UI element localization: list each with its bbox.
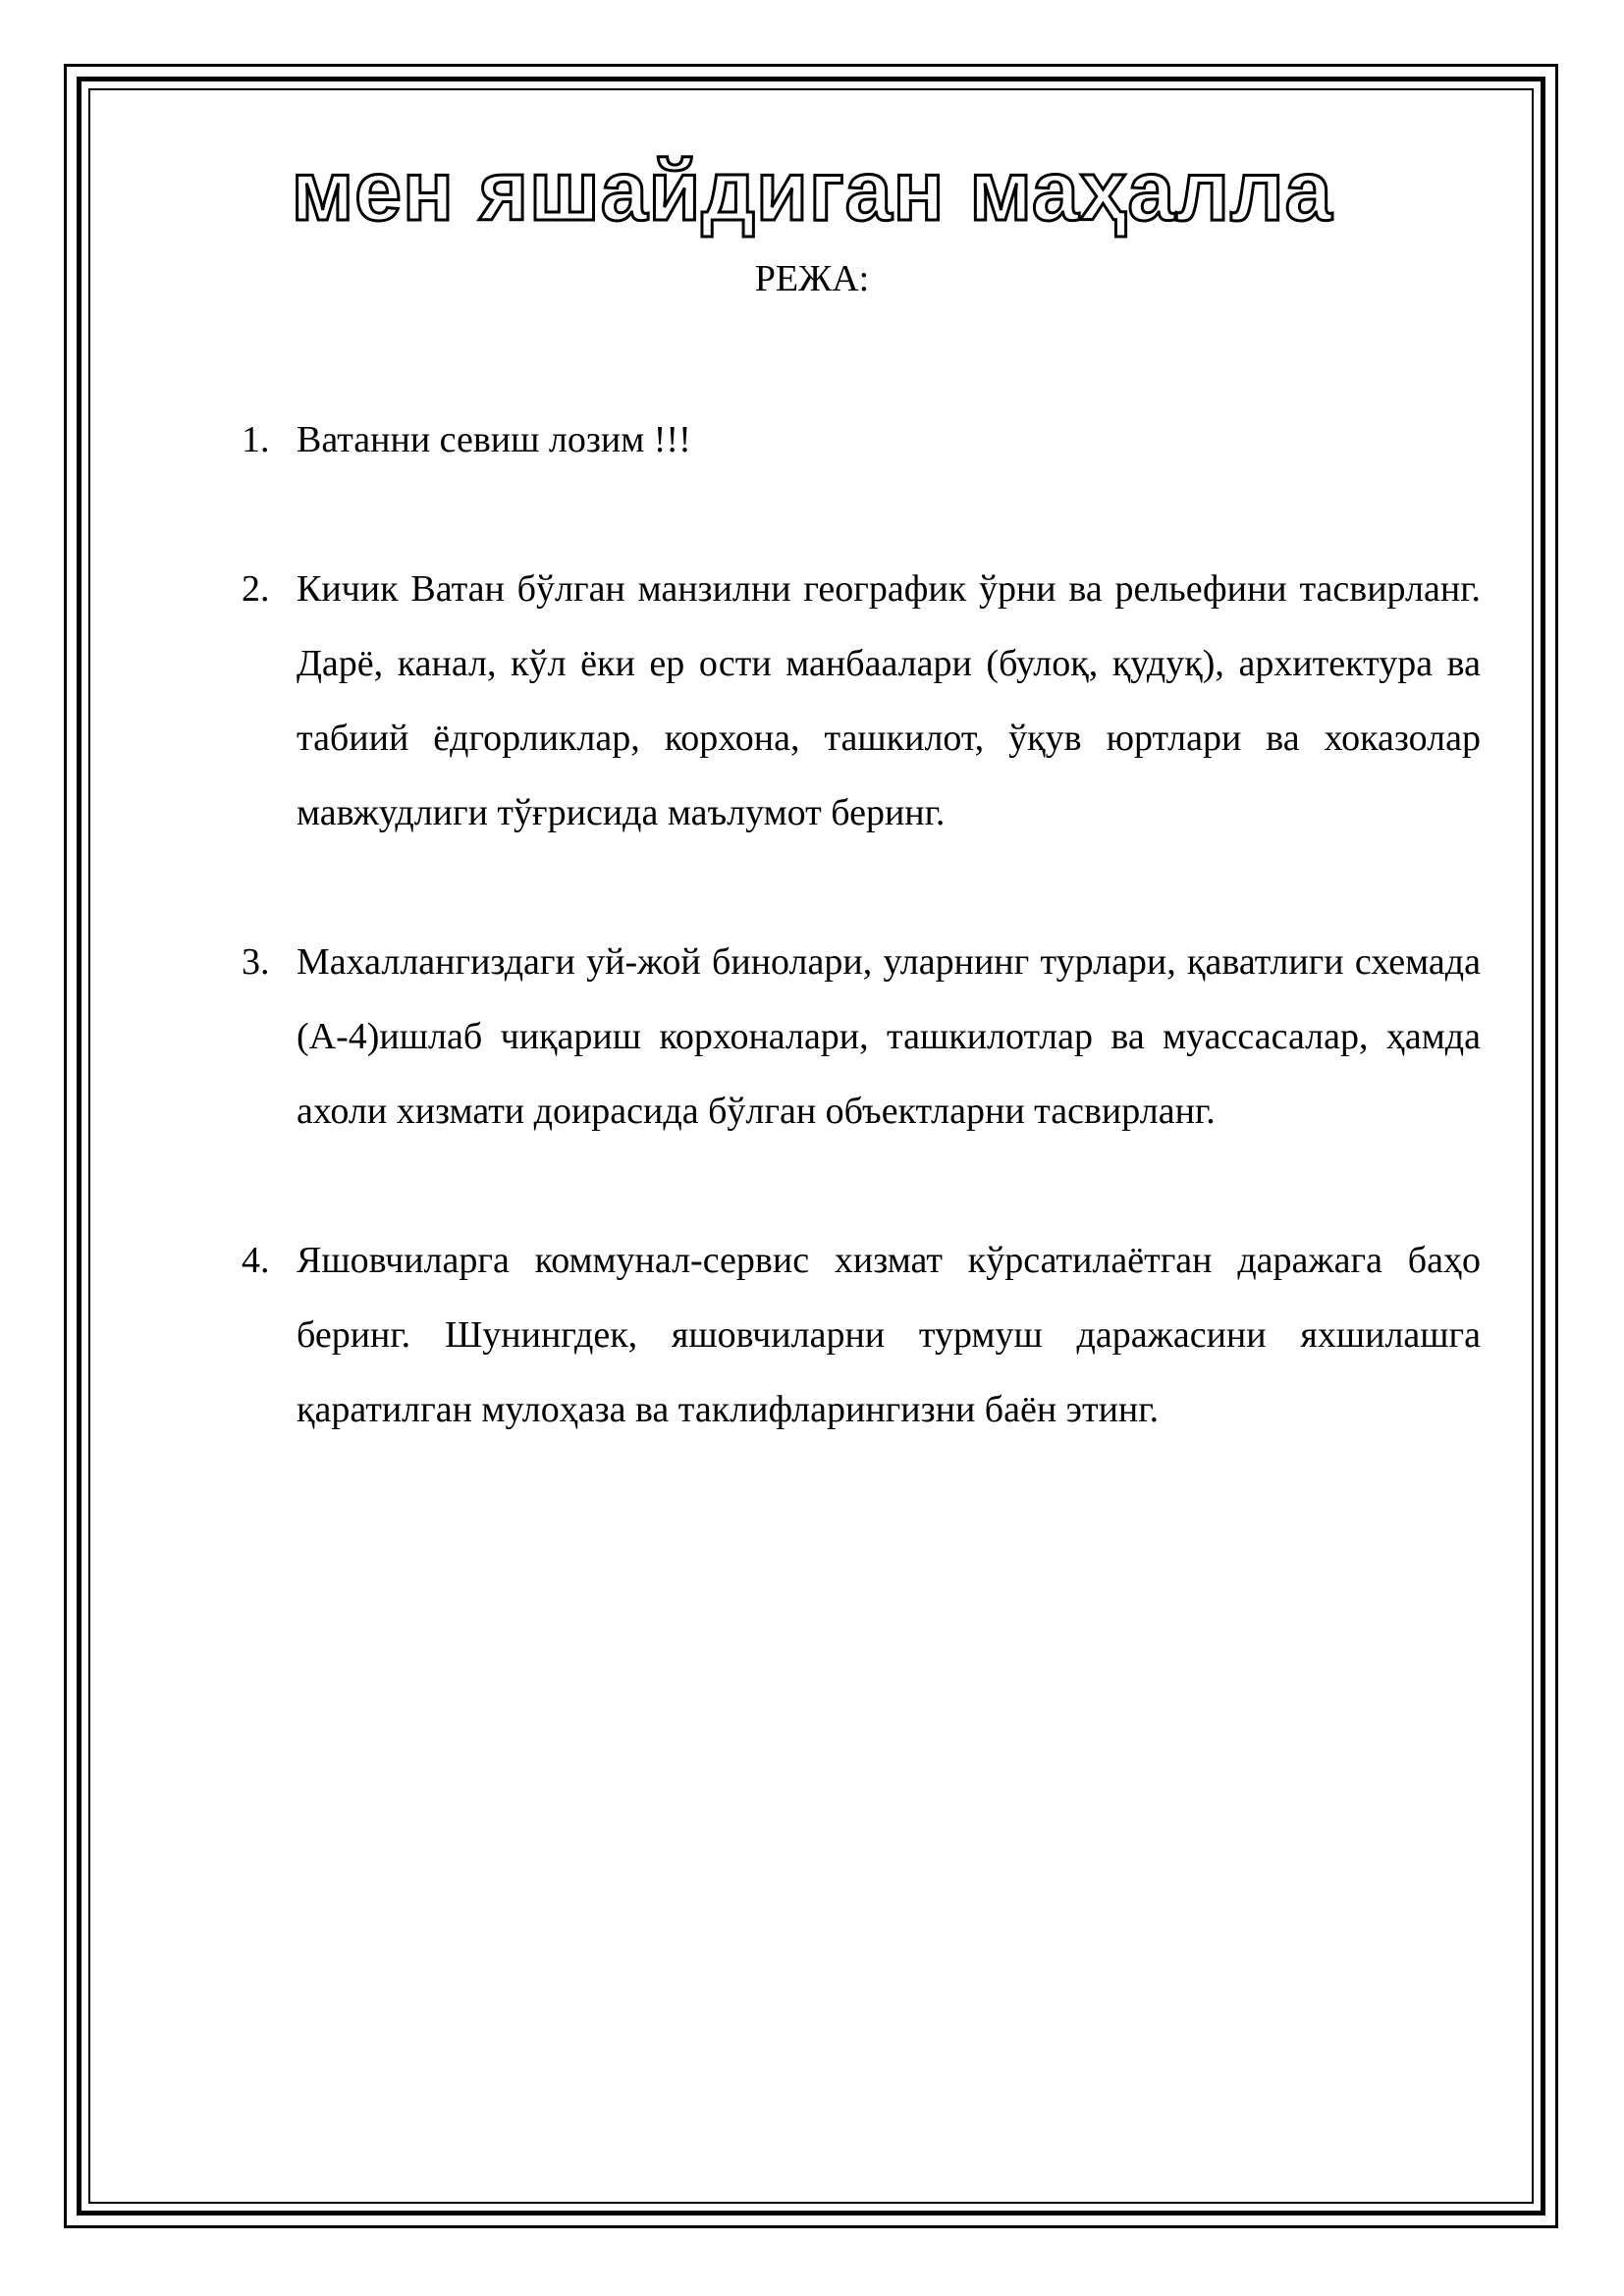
- plan-item-number: 1.: [242, 419, 270, 460]
- document-title: мен яшайдиган маҳалла: [291, 144, 1333, 239]
- plan-item-text: Ватанни севиш лозим !!!: [297, 419, 691, 460]
- plan-item: [242, 1223, 1481, 1447]
- plan-item-text: Кичик Ватан бўлган манзилни географик ўрни ва рельефини тасвирланг. Дарё, канал, кўл ёки ер ости манбаалари (булоқ, қудуқ), архитектура ва табиий ёдгорликлар, корхона, ташкилот, ўқув юртлари ва хоказолар мавжудлиги тўғрисида маълумот беринг.: [297, 568, 1481, 833]
- plan-list: [242, 402, 1481, 1447]
- plan-heading: РЕЖА:: [754, 258, 870, 299]
- plan-item-number: 2.: [242, 568, 270, 610]
- plan-item-text: Махаллангиздаги уй-жой бинолари, уларнинг турлари, қаватлиги схемада (А-4)ишлаб чиқариш корхоналари, ташкилотлар ва муассасалар, ҳамда ахоли хизмати доирасида бўлган объектларни тасвирланг.: [297, 941, 1481, 1132]
- plan-item-text: Яшовчиларга коммунал-сервис хизмат кўрсатилаётган даражага баҳо беринг. Шунингдек, яшовчиларни турмуш даражасини яхшилашга қаратилган мулоҳаза ва таклифларингизни баён этинг.: [297, 1240, 1481, 1430]
- plan-item-number: 4.: [242, 1240, 270, 1281]
- plan-item-number: 3.: [242, 941, 270, 983]
- plan-item: [242, 925, 1481, 1148]
- plan-item: [242, 552, 1481, 850]
- plan-item: [242, 402, 1481, 477]
